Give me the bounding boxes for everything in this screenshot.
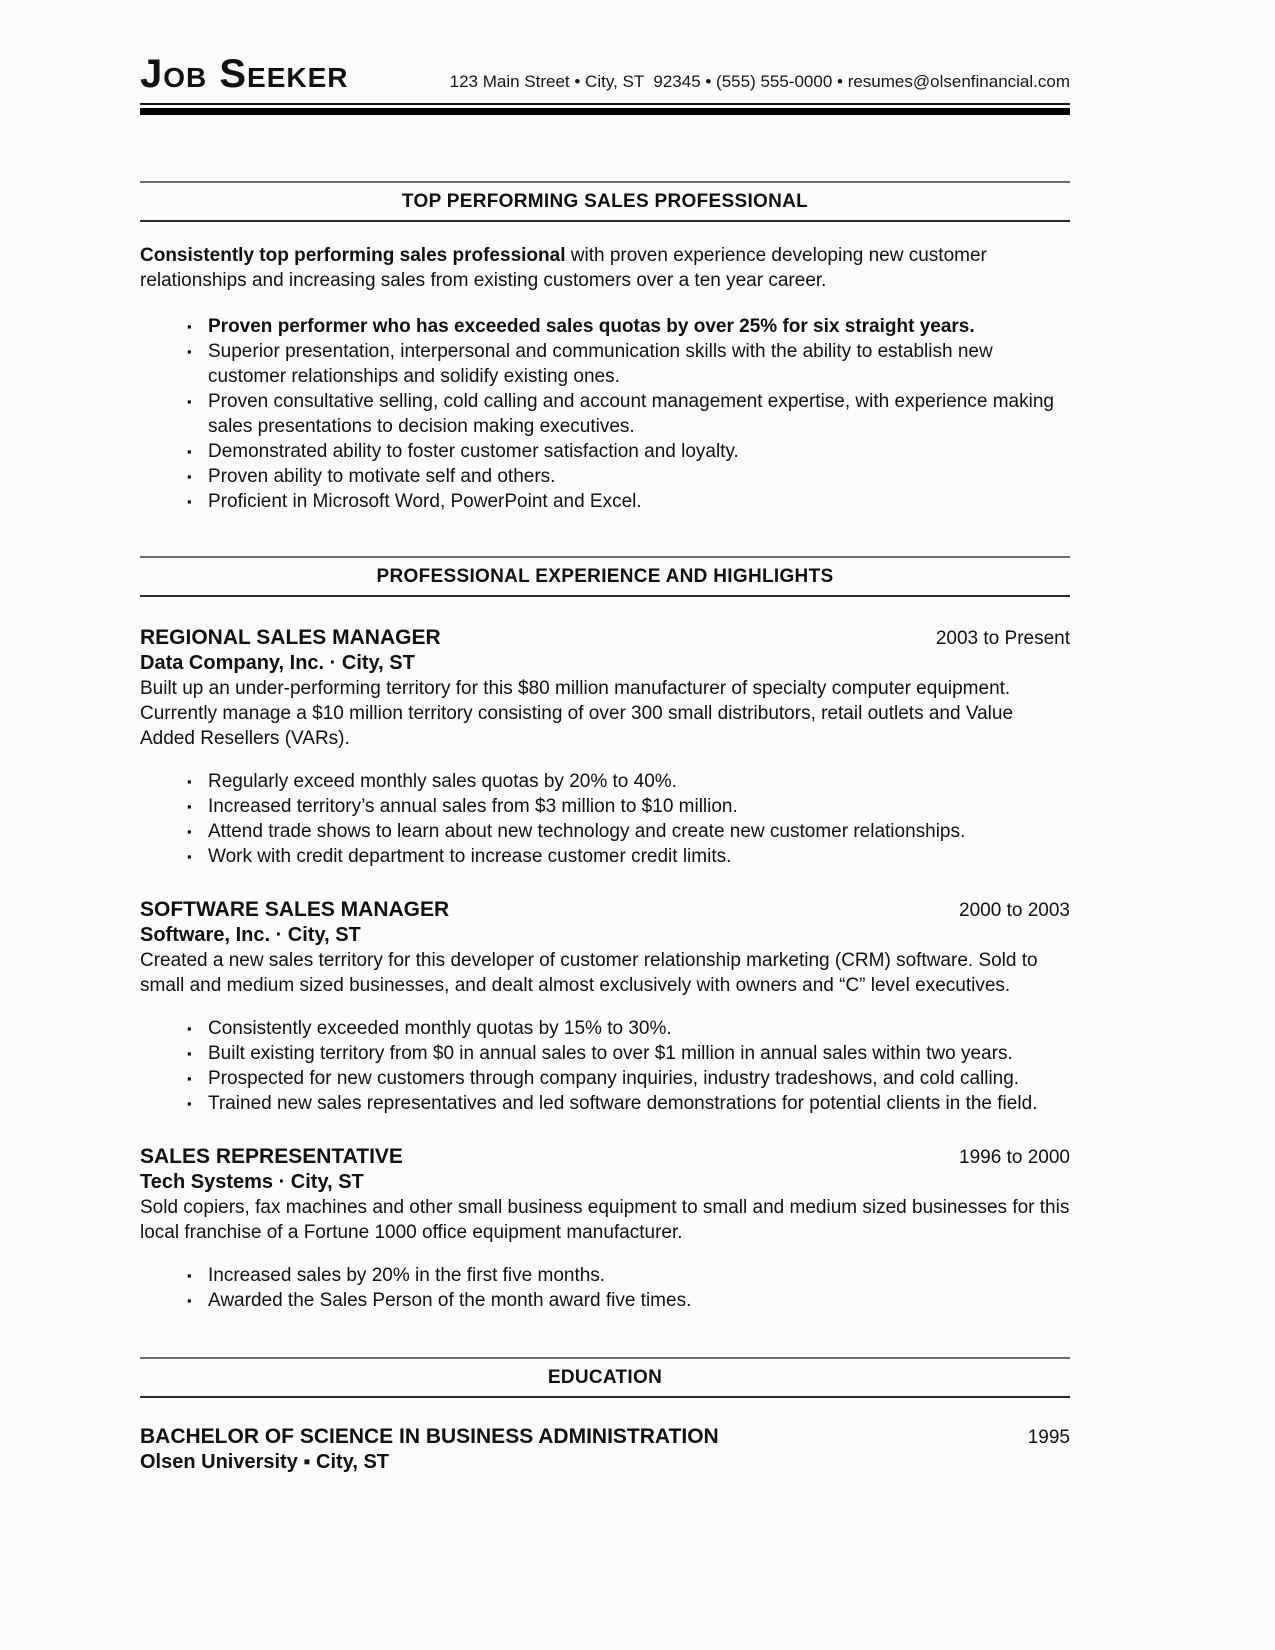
bullet-icon: ▪ bbox=[187, 1046, 192, 1061]
list-item bbox=[187, 1016, 1070, 1041]
job-dates: 1996 to 2000 bbox=[959, 1147, 1070, 1168]
job-description: Created a new sales territory for this developer of customer relationship marketing (CRM) software. Sold to small and medium sized businesses, and dealt almost exclusively with owners and “C” level executives. bbox=[140, 950, 1038, 996]
section-summary bbox=[140, 181, 1070, 514]
bullet-icon: ▪ bbox=[187, 824, 192, 839]
header-divider bbox=[140, 103, 1070, 115]
bullet-text: Attend trade shows to learn about new technology and create new customer relationships. bbox=[208, 821, 966, 842]
list-item bbox=[187, 1066, 1070, 1091]
bullet-icon: ▪ bbox=[187, 774, 192, 789]
bullet-text: Proven consultative selling, cold calling and account management expertise, with experience making sales presentations to decision making executives. bbox=[208, 391, 1054, 437]
bullet-text: Superior presentation, interpersonal and communication skills with the ability to establish new customer relationships and solidify existing ones. bbox=[208, 341, 993, 387]
bullet-icon: ▪ bbox=[187, 469, 192, 484]
list-item bbox=[187, 339, 1070, 389]
job-bullet-list bbox=[140, 1263, 1070, 1313]
job-role: SALES REPRESENTATIVE bbox=[140, 1145, 403, 1168]
job-dates: 2003 to Present bbox=[935, 628, 1070, 649]
education-year: 1995 bbox=[1027, 1427, 1070, 1448]
job-role: SOFTWARE SALES MANAGER bbox=[140, 898, 450, 921]
section-education bbox=[140, 1357, 1070, 1475]
candidate-name: Job Seeker bbox=[140, 52, 349, 96]
bullet-icon: ▪ bbox=[187, 494, 192, 509]
bullet-text: Trained new sales representatives and led software demonstrations for potential clients in the field. bbox=[208, 1093, 1038, 1114]
bullet-text: Proven ability to motivate self and others. bbox=[208, 466, 556, 487]
education-school: Olsen University ▪ City, ST bbox=[140, 1451, 390, 1473]
bullet-text: Built existing territory from $0 in annual sales to over $1 million in annual sales within two years. bbox=[208, 1043, 1013, 1064]
bullet-icon: ▪ bbox=[187, 319, 192, 334]
job-company: Software, Inc. · City, ST bbox=[140, 924, 361, 946]
education-degree: BACHELOR OF SCIENCE IN BUSINESS ADMINISTRATION bbox=[140, 1425, 719, 1448]
bullet-icon: ▪ bbox=[187, 799, 192, 814]
summary-intro bbox=[140, 243, 1070, 293]
list-item bbox=[187, 314, 1070, 339]
list-item bbox=[187, 1288, 1070, 1313]
contact-info: 123 Main Street • City, ST 92345 • (555) 555-0000 • resumes@olsenfinancial.com bbox=[449, 72, 1070, 91]
bullet-text: Demonstrated ability to foster customer satisfaction and loyalty. bbox=[208, 441, 739, 462]
bullet-icon: ▪ bbox=[187, 1096, 192, 1111]
resume-header bbox=[140, 52, 1070, 115]
bullet-text: Prospected for new customers through company inquiries, industry tradeshows, and cold calling. bbox=[208, 1068, 1020, 1089]
bullet-icon: ▪ bbox=[187, 1071, 192, 1086]
bullet-text: Proficient in Microsoft Word, PowerPoint and Excel. bbox=[208, 491, 642, 512]
job-entry-regional-sales-manager bbox=[140, 625, 1070, 869]
bullet-icon: ▪ bbox=[187, 1021, 192, 1036]
bullet-text: Consistently exceeded monthly quotas by 15% to 30%. bbox=[208, 1018, 672, 1039]
bullet-icon: ▪ bbox=[187, 394, 192, 409]
job-company: Data Company, Inc. · City, ST bbox=[140, 652, 415, 674]
job-bullet-list bbox=[140, 1016, 1070, 1116]
list-item bbox=[187, 769, 1070, 794]
bullet-icon: ▪ bbox=[187, 1293, 192, 1308]
bullet-icon: ▪ bbox=[187, 344, 192, 359]
education-heading: EDUCATION bbox=[140, 1357, 1070, 1398]
bullet-text: Work with credit department to increase customer credit limits. bbox=[208, 846, 732, 867]
list-item bbox=[187, 489, 1070, 514]
list-item bbox=[187, 464, 1070, 489]
section-experience bbox=[140, 556, 1070, 1313]
bullet-text: Proven performer who has exceeded sales quotas by over 25% for six straight years. bbox=[208, 316, 975, 337]
summary-intro-rest: with proven experience developing new customer relationships and increasing sales from existing customers over a ten year career. bbox=[140, 245, 987, 291]
job-description: Sold copiers, fax machines and other small business equipment to small and medium sized businesses for this local franchise of a Fortune 1000 office equipment manufacturer. bbox=[140, 1197, 1070, 1243]
bullet-text: Regularly exceed monthly sales quotas by 20% to 40%. bbox=[208, 771, 677, 792]
job-entry-sales-representative bbox=[140, 1144, 1070, 1313]
bullet-text: Increased sales by 20% in the first five months. bbox=[208, 1265, 606, 1286]
list-item bbox=[187, 794, 1070, 819]
experience-heading: PROFESSIONAL EXPERIENCE AND HIGHLIGHTS bbox=[140, 556, 1070, 597]
summary-intro-bold: Consistently top performing sales professional bbox=[140, 245, 566, 266]
bullet-icon: ▪ bbox=[187, 849, 192, 864]
summary-heading: TOP PERFORMING SALES PROFESSIONAL bbox=[140, 181, 1070, 222]
summary-bullet-list bbox=[140, 314, 1070, 514]
job-dates: 2000 to 2003 bbox=[959, 900, 1070, 921]
education-entry bbox=[140, 1424, 1070, 1475]
bullet-text: Awarded the Sales Person of the month award five times. bbox=[208, 1290, 692, 1311]
job-bullet-list bbox=[140, 769, 1070, 869]
job-company: Tech Systems · City, ST bbox=[140, 1171, 364, 1193]
bullet-icon: ▪ bbox=[187, 1268, 192, 1283]
list-item bbox=[187, 389, 1070, 439]
list-item bbox=[187, 819, 1070, 844]
job-entry-software-sales-manager bbox=[140, 897, 1070, 1116]
list-item bbox=[187, 1091, 1070, 1116]
job-role: REGIONAL SALES MANAGER bbox=[140, 626, 441, 649]
list-item bbox=[187, 844, 1070, 869]
bullet-text: Increased territory’s annual sales from $3 million to $10 million. bbox=[208, 796, 738, 817]
list-item bbox=[187, 1041, 1070, 1066]
list-item bbox=[187, 439, 1070, 464]
job-description: Built up an under-performing territory for this $80 million manufacturer of specialty computer equipment. Currently manage a $10 million territory consisting of over 300 small distributors, retail outlets and Value Added Resellers (VARs). bbox=[140, 678, 1014, 749]
bullet-icon: ▪ bbox=[187, 444, 192, 459]
list-item bbox=[187, 1263, 1070, 1288]
